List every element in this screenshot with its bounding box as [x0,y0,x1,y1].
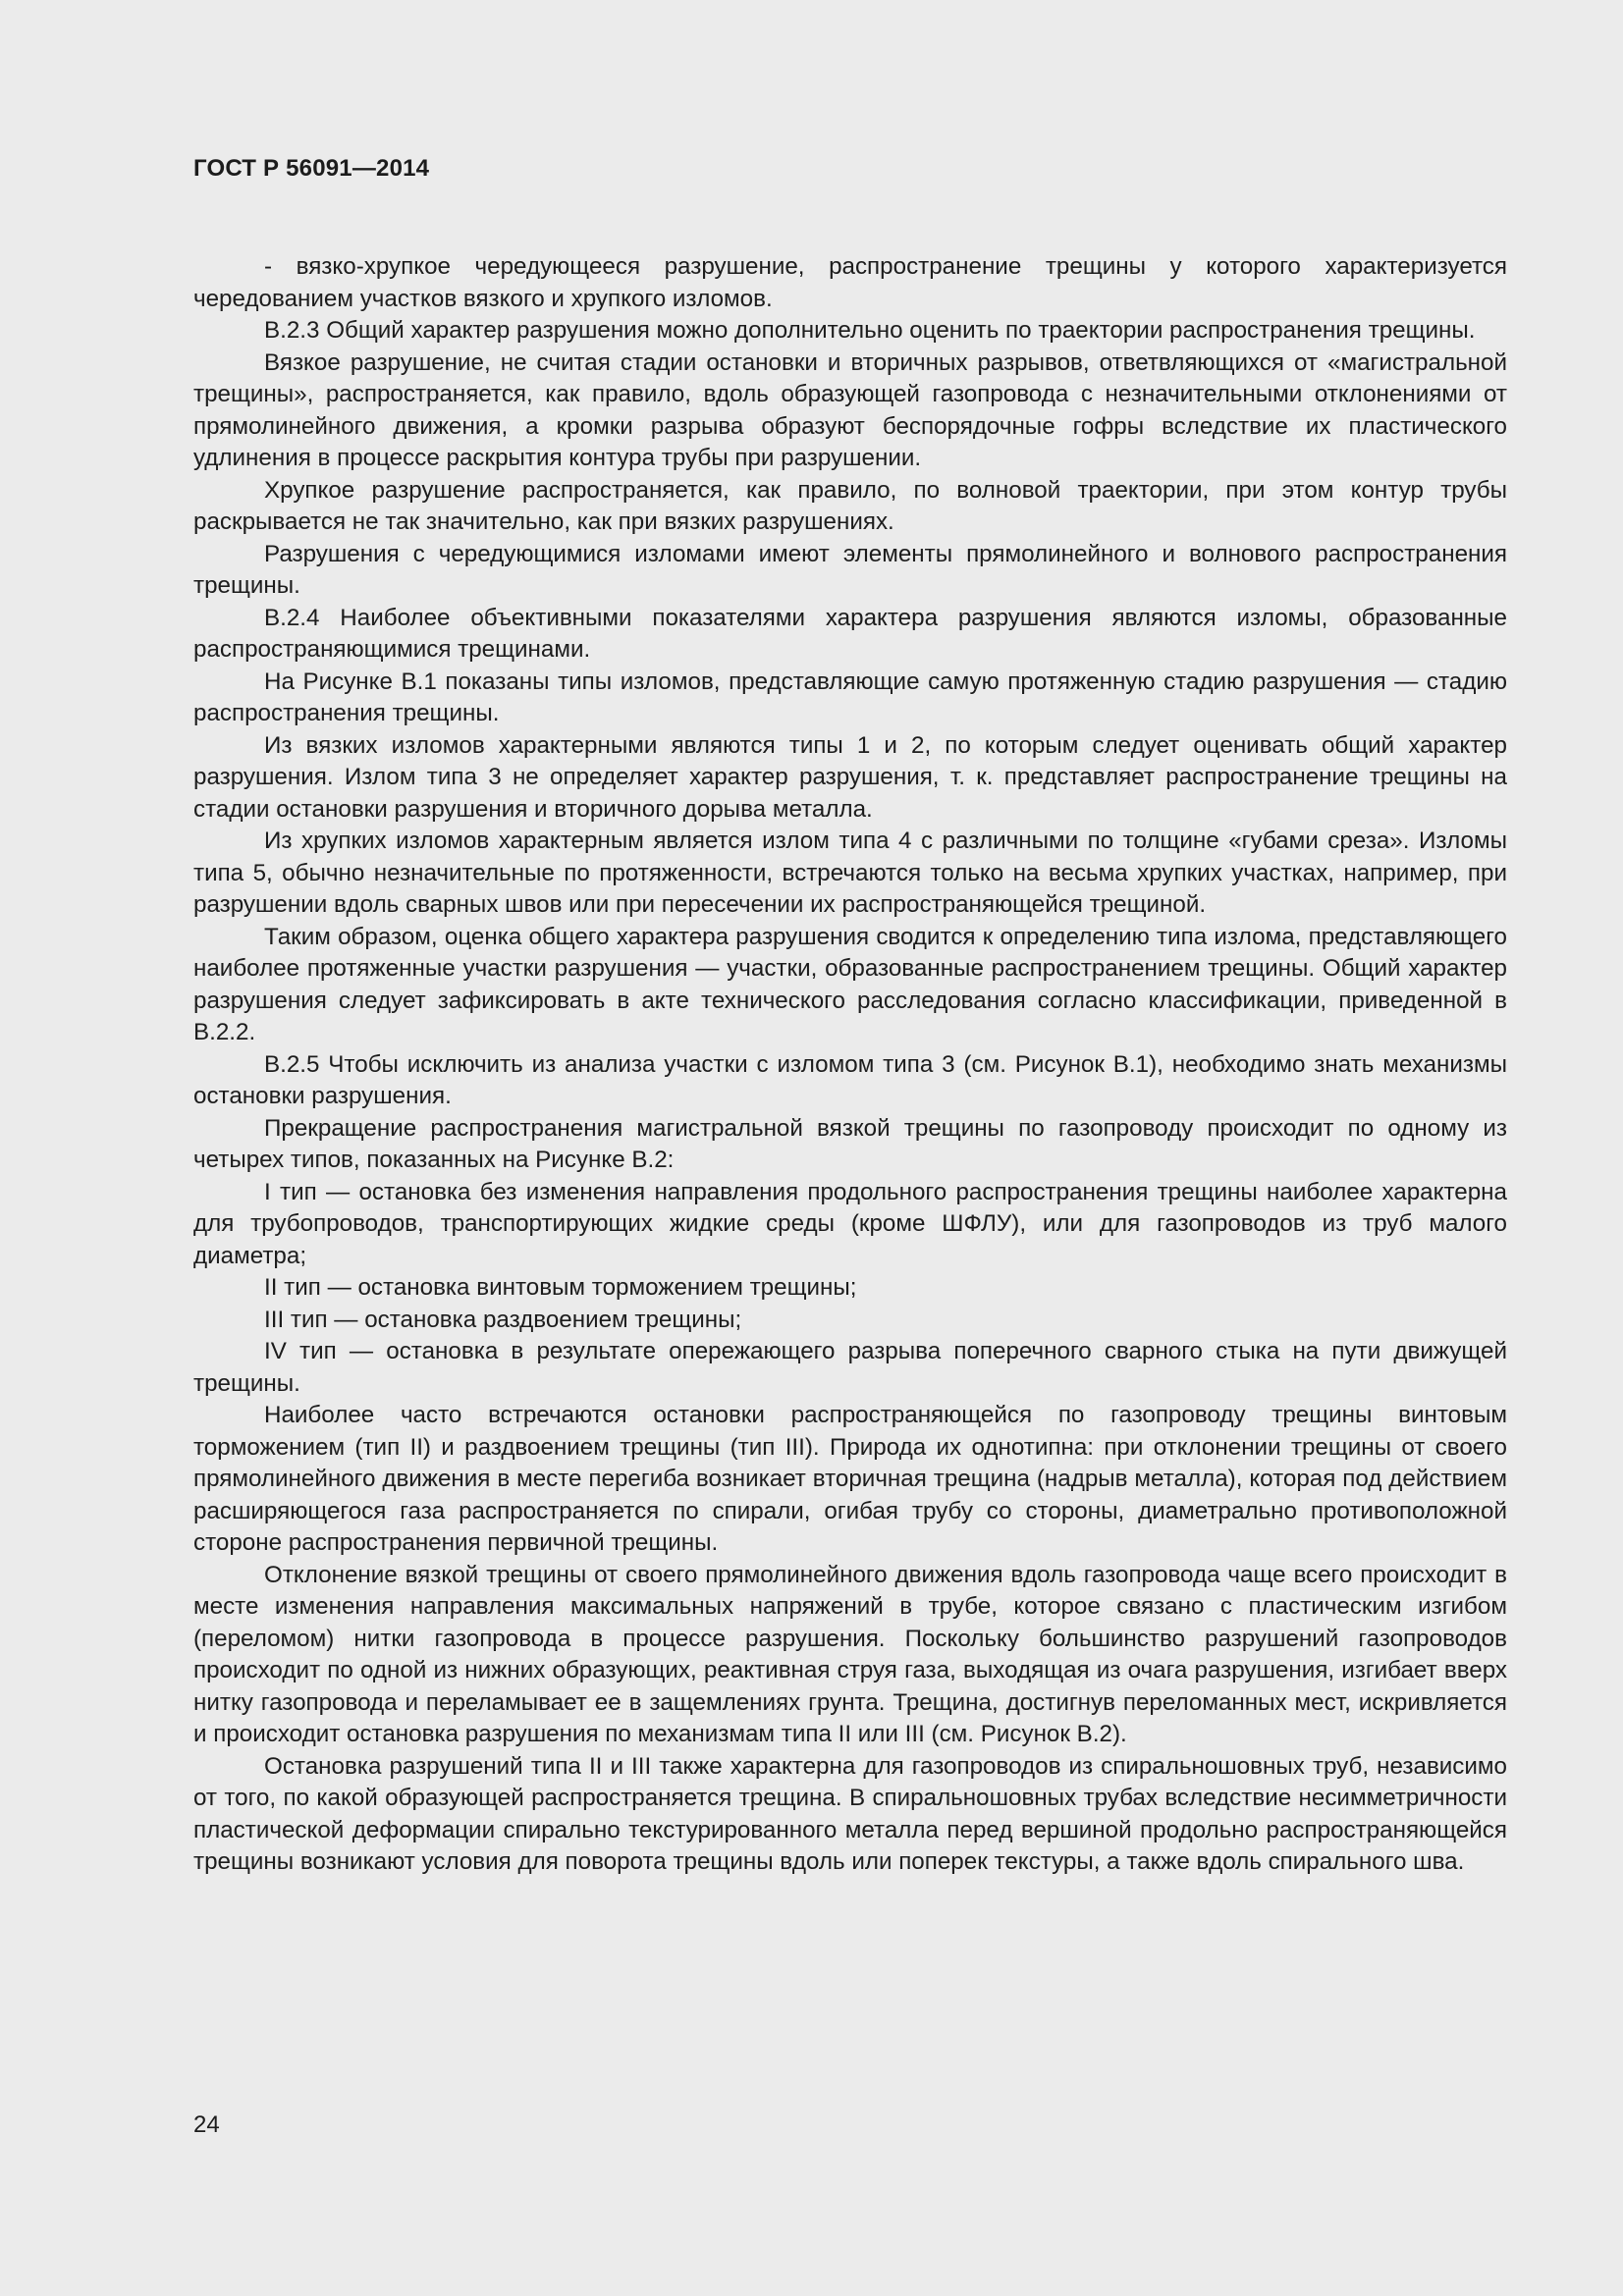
paragraph: Разрушения с чередующимися изломами имеют элементы прямолинейного и волнового распространения трещины. [193,540,1507,599]
paragraph: В.2.5 Чтобы исключить из анализа участки с изломом типа 3 (см. Рисунок В.1), необходимо знать механизмы остановки разрушения. [193,1050,1507,1109]
paragraph: В.2.4 Наиболее объективными показателями характера разрушения являются изломы, образованные распространяющимися трещинами. [193,604,1507,663]
paragraph: Остановка разрушений типа II и III также характерна для газопроводов из спиральношовных труб, независимо от того, по какой образующей распространяется трещина. В спиральношовных трубах вследствие несимметричности пластической деформации спирально текстурированного металла перед вершиной продольно распространяющейся трещины возникают условия для поворота трещины вдоль или поперек текстуры, а также вдоль спирального шва. [193,1752,1507,1875]
document-code: ГОСТ Р 56091—2014 [193,155,430,182]
document-body [193,251,1507,1879]
list-item-type-4: IV тип — остановка в результате опережающего разрыва поперечного сварного стыка на пути движущей трещины. [193,1338,1507,1397]
paragraph: Из хрупких изломов характерным является излом типа 4 с различными по толщине «губами среза». Изломы типа 5, обычно незначительные по протяженности, встречаются только на весьма хрупких участках, например, при разрушении вдоль сварных швов или при пересечении их распространяющейся трещиной. [193,828,1507,918]
page-number: 24 [193,2111,220,2138]
paragraph: Хрупкое разрушение распространяется, как правило, по волновой траектории, при этом контур трубы раскрывается не так значительно, как при вязких разрушениях. [193,476,1507,535]
paragraph: Наиболее часто встречаются остановки распространяющейся по газопроводу трещины винтовым торможением (тип II) и раздвоением трещины (тип III). Природа их однотипна: при отклонении трещины от своего прямолинейного движения в месте перегиба возникает вторичная трещина (надрыв металла), которая под действием расширяющегося газа распространяется по спирали, огибая трубу со стороны, диаметрально противоположной стороне распространения первичной трещины. [193,1402,1507,1556]
list-item-type-3: III тип — остановка раздвоением трещины; [264,1306,742,1333]
paragraph: Отклонение вязкой трещины от своего прямолинейного движения вдоль газопровода чаще всего происходит в месте изменения направления максимальных напряжений в трубе, которое связано с пластическим изгибом (переломом) нитки газопровода в процессе разрушения. Поскольку большинство разрушений газопроводов происходит по одной из нижних образующих, реактивная струя газа, выходящая из очага разрушения, изгибает вверх нитку газопровода и переламывает ее в защемлениях грунта. Трещина, достигнув переломанных мест, искривляется и происходит остановка разрушения по механизмам типа II или III (см. Рисунок В.2). [193,1561,1507,1747]
paragraph: В.2.3 Общий характер разрушения можно дополнительно оценить по траектории распространения трещины. [264,317,1476,344]
paragraph: На Рисунке В.1 показаны типы изломов, представляющие самую протяженную стадию разрушения — стадию распространения трещины. [193,667,1507,726]
paragraph: Прекращение распространения магистральной вязкой трещины по газопроводу происходит по одному из четырех типов, показанных на Рисунке В.2: [193,1114,1507,1173]
paragraph: Вязкое разрушение, не считая стадии остановки и вторичных разрывов, ответвляющихся от «магистральной трещины», распространяется, как правило, вдоль образующей газопровода с незначительными отклонениями от прямолинейного движения, а кромки разрыва образуют беспорядочные гофры вследствие их пластического удлинения в процессе раскрытия контура трубы при разрушении. [193,348,1507,471]
list-item-type-2: II тип — остановка винтовым торможением трещины; [264,1274,857,1301]
paragraph: Из вязких изломов характерными являются типы 1 и 2, по которым следует оценивать общий характер разрушения. Излом типа 3 не определяет характер разрушения, т. к. представляет распространение трещины на стадии остановки разрушения и вторичного дорыва металла. [193,731,1507,823]
paragraph: - вязко-хрупкое чередующееся разрушение, распространение трещины у которого характеризуется чередованием участков вязкого и хрупкого изломов. [193,253,1507,312]
list-item-type-1: I тип — остановка без изменения направления продольного распространения трещины наиболее характерна для трубопроводов, транспортирующих жидкие среды (кроме ШФЛУ), или для газопроводов из труб малого диаметра; [193,1178,1507,1269]
paragraph: Таким образом, оценка общего характера разрушения сводится к определению типа излома, представляющего наиболее протяженные участки разрушения — участки, образованные распространением трещины. Общий характер разрушения следует зафиксировать в акте технического расследования согласно классификации, приведенной в В.2.2. [193,923,1507,1045]
